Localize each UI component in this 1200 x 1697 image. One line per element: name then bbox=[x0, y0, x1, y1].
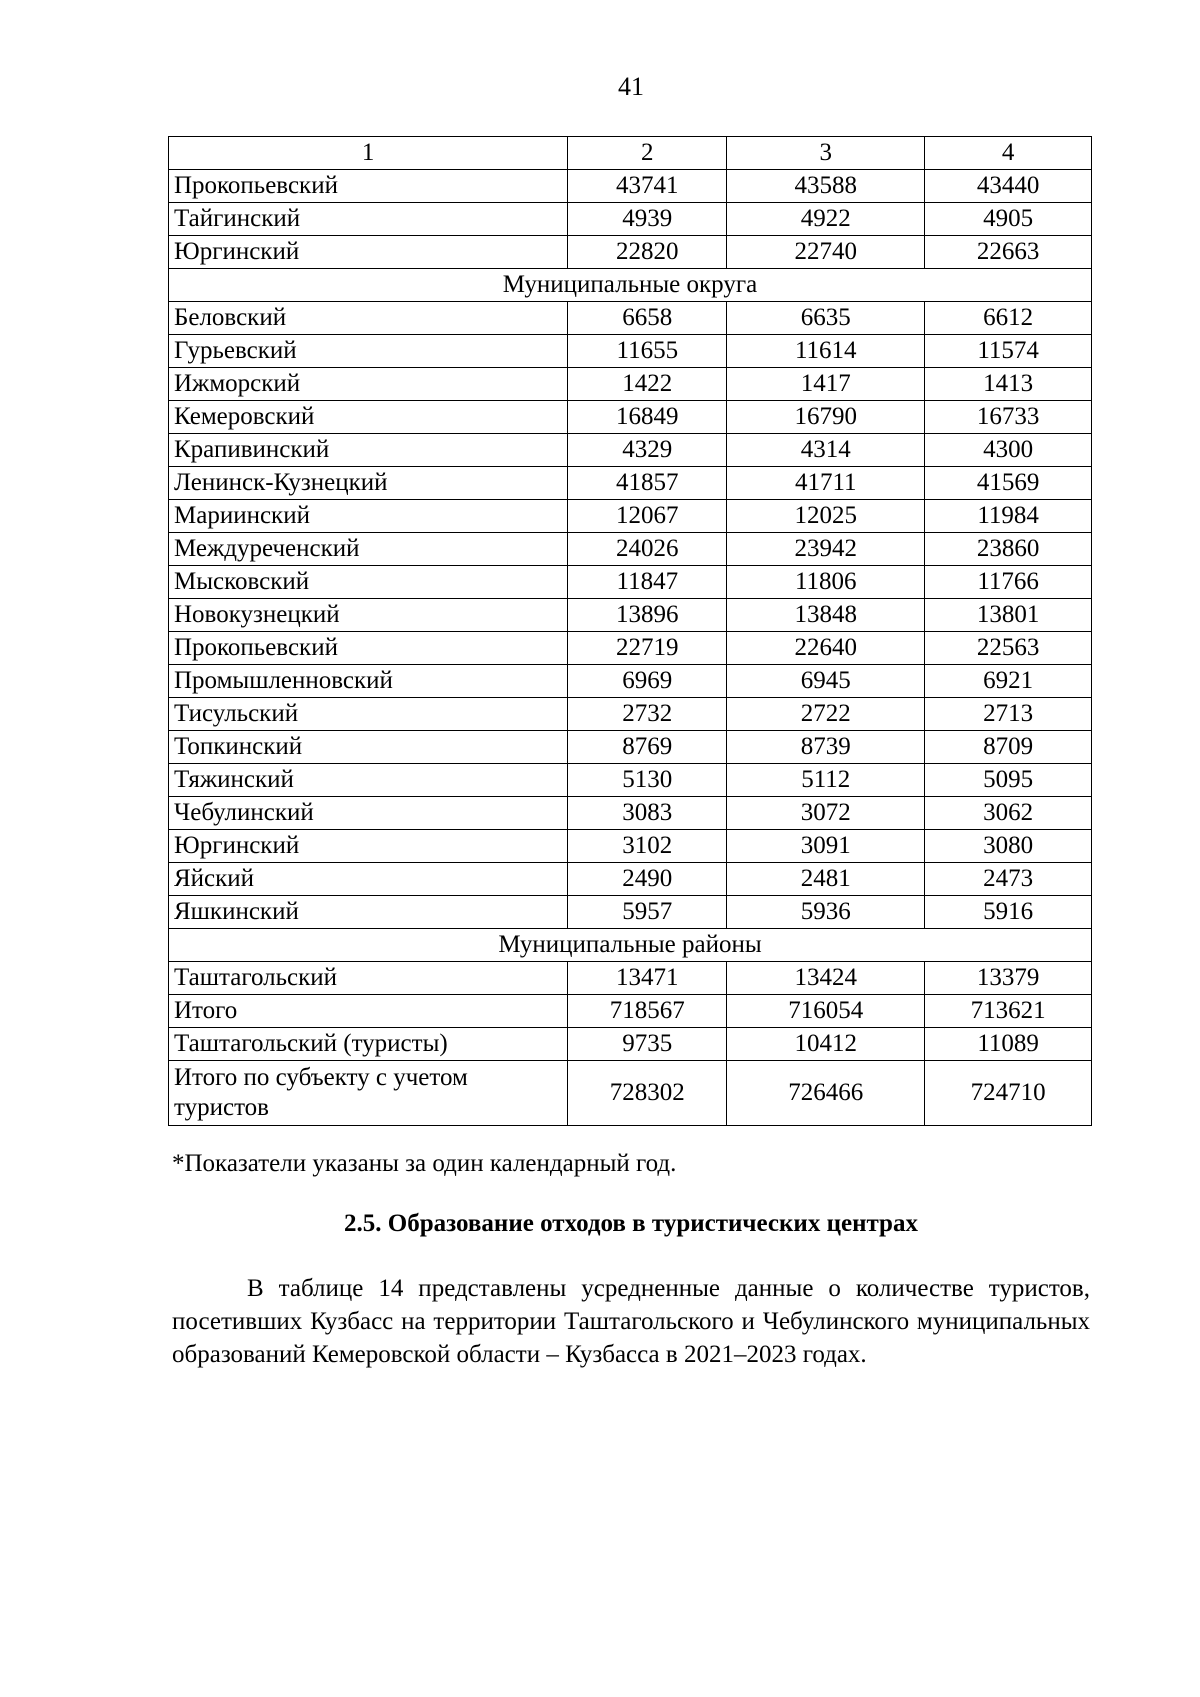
value-cell: 4329 bbox=[568, 434, 727, 467]
value-cell: 2722 bbox=[727, 698, 925, 731]
value-cell: 11089 bbox=[925, 1028, 1092, 1061]
value-cell: 12025 bbox=[727, 500, 925, 533]
value-cell: 724710 bbox=[925, 1061, 1092, 1126]
value-cell: 16849 bbox=[568, 401, 727, 434]
row-name-cell: Кемеровский bbox=[169, 401, 568, 434]
row-name-cell: Новокузнецкий bbox=[169, 599, 568, 632]
row-name-cell: Ижморский bbox=[169, 368, 568, 401]
table-row bbox=[169, 434, 1092, 467]
value-cell: 13379 bbox=[925, 962, 1092, 995]
value-cell: 10412 bbox=[727, 1028, 925, 1061]
value-cell: 11847 bbox=[568, 566, 727, 599]
section-title-cell: Муниципальные районы bbox=[169, 929, 1092, 962]
row-name-cell: Крапивинский bbox=[169, 434, 568, 467]
value-cell: 6945 bbox=[727, 665, 925, 698]
value-cell: 23942 bbox=[727, 533, 925, 566]
value-cell: 726466 bbox=[727, 1061, 925, 1126]
table-row bbox=[169, 203, 1092, 236]
value-cell: 13848 bbox=[727, 599, 925, 632]
row-name-cell: Таштагольский (туристы) bbox=[169, 1028, 568, 1061]
section-row bbox=[169, 269, 1092, 302]
value-cell: 16733 bbox=[925, 401, 1092, 434]
row-name-cell: Мысковский bbox=[169, 566, 568, 599]
value-cell: 728302 bbox=[568, 1061, 727, 1126]
table-row bbox=[169, 896, 1092, 929]
table-row bbox=[169, 665, 1092, 698]
column-header: 1 bbox=[169, 137, 568, 170]
value-cell: 5916 bbox=[925, 896, 1092, 929]
row-name-cell: Промышленновский bbox=[169, 665, 568, 698]
table-row bbox=[169, 599, 1092, 632]
value-cell: 3072 bbox=[727, 797, 925, 830]
value-cell: 2490 bbox=[568, 863, 727, 896]
value-cell: 11806 bbox=[727, 566, 925, 599]
value-cell: 4939 bbox=[568, 203, 727, 236]
value-cell: 22640 bbox=[727, 632, 925, 665]
value-cell: 4300 bbox=[925, 434, 1092, 467]
table-row bbox=[169, 401, 1092, 434]
table-row bbox=[169, 797, 1092, 830]
column-header: 2 bbox=[568, 137, 727, 170]
value-cell: 716054 bbox=[727, 995, 925, 1028]
row-name-cell: Яшкинский bbox=[169, 896, 568, 929]
value-cell: 13471 bbox=[568, 962, 727, 995]
value-cell: 2732 bbox=[568, 698, 727, 731]
value-cell: 4922 bbox=[727, 203, 925, 236]
value-cell: 43588 bbox=[727, 170, 925, 203]
value-cell: 5095 bbox=[925, 764, 1092, 797]
table-row bbox=[169, 500, 1092, 533]
row-name-cell: Гурьевский bbox=[169, 335, 568, 368]
value-cell: 41711 bbox=[727, 467, 925, 500]
value-cell: 2481 bbox=[727, 863, 925, 896]
value-cell: 5112 bbox=[727, 764, 925, 797]
row-name-cell: Междуреченский bbox=[169, 533, 568, 566]
table-row bbox=[169, 995, 1092, 1028]
table-footnote: *Показатели указаны за один календарный год. bbox=[172, 1150, 677, 1177]
row-name-cell: Чебулинский bbox=[169, 797, 568, 830]
value-cell: 5957 bbox=[568, 896, 727, 929]
row-name-cell: Прокопьевский bbox=[169, 170, 568, 203]
value-cell: 16790 bbox=[727, 401, 925, 434]
data-table bbox=[168, 136, 1092, 1126]
value-cell: 1413 bbox=[925, 368, 1092, 401]
value-cell: 6612 bbox=[925, 302, 1092, 335]
table-row bbox=[169, 368, 1092, 401]
value-cell: 9735 bbox=[568, 1028, 727, 1061]
table-row bbox=[169, 170, 1092, 203]
value-cell: 1422 bbox=[568, 368, 727, 401]
value-cell: 22563 bbox=[925, 632, 1092, 665]
value-cell: 22719 bbox=[568, 632, 727, 665]
value-cell: 11655 bbox=[568, 335, 727, 368]
body-paragraph: В таблице 14 представлены усредненные данные о количестве туристов, посетивших Кузбасс на территории Таштагольского и Чебулинского муниципальных образований Кемеровской области – Кузбасса в 2021–2023 годах. bbox=[172, 1275, 1090, 1368]
value-cell: 6635 bbox=[727, 302, 925, 335]
row-name-cell: Юргинский bbox=[169, 236, 568, 269]
table-row bbox=[169, 335, 1092, 368]
value-cell: 3080 bbox=[925, 830, 1092, 863]
value-cell: 23860 bbox=[925, 533, 1092, 566]
section-title-cell: Муниципальные округа bbox=[169, 269, 1092, 302]
row-name-cell: Тисульский bbox=[169, 698, 568, 731]
value-cell: 8739 bbox=[727, 731, 925, 764]
table-row bbox=[169, 1061, 1092, 1126]
value-cell: 11614 bbox=[727, 335, 925, 368]
table-row bbox=[169, 566, 1092, 599]
value-cell: 41857 bbox=[568, 467, 727, 500]
value-cell: 43741 bbox=[568, 170, 727, 203]
row-name-cell: Тяжинский bbox=[169, 764, 568, 797]
value-cell: 6921 bbox=[925, 665, 1092, 698]
value-cell: 3083 bbox=[568, 797, 727, 830]
page-number: 41 bbox=[618, 72, 644, 101]
value-cell: 1417 bbox=[727, 368, 925, 401]
column-header: 3 bbox=[727, 137, 925, 170]
value-cell: 3102 bbox=[568, 830, 727, 863]
value-cell: 3062 bbox=[925, 797, 1092, 830]
value-cell: 5130 bbox=[568, 764, 727, 797]
value-cell: 2713 bbox=[925, 698, 1092, 731]
value-cell: 22820 bbox=[568, 236, 727, 269]
section-row bbox=[169, 929, 1092, 962]
row-name-cell: Юргинский bbox=[169, 830, 568, 863]
value-cell: 4905 bbox=[925, 203, 1092, 236]
row-name-cell: Яйский bbox=[169, 863, 568, 896]
value-cell: 13896 bbox=[568, 599, 727, 632]
value-cell: 22663 bbox=[925, 236, 1092, 269]
value-cell: 2473 bbox=[925, 863, 1092, 896]
table-row bbox=[169, 1028, 1092, 1061]
value-cell: 11984 bbox=[925, 500, 1092, 533]
value-cell: 22740 bbox=[727, 236, 925, 269]
column-header: 4 bbox=[925, 137, 1092, 170]
row-name-cell: Итого по субъекту с учетом туристов bbox=[169, 1061, 568, 1126]
value-cell: 13424 bbox=[727, 962, 925, 995]
value-cell: 24026 bbox=[568, 533, 727, 566]
table-row bbox=[169, 533, 1092, 566]
row-name-cell: Топкинский bbox=[169, 731, 568, 764]
row-name-cell: Мариинский bbox=[169, 500, 568, 533]
table-row bbox=[169, 863, 1092, 896]
table-row bbox=[169, 632, 1092, 665]
table-row bbox=[169, 731, 1092, 764]
row-name-cell: Таштагольский bbox=[169, 962, 568, 995]
table-row bbox=[169, 764, 1092, 797]
value-cell: 8709 bbox=[925, 731, 1092, 764]
row-name-cell: Прокопьевский bbox=[169, 632, 568, 665]
row-name-cell: Ленинск-Кузнецкий bbox=[169, 467, 568, 500]
value-cell: 41569 bbox=[925, 467, 1092, 500]
row-name-cell: Беловский bbox=[169, 302, 568, 335]
table-row bbox=[169, 467, 1092, 500]
table-row bbox=[169, 698, 1092, 731]
table-header-row bbox=[169, 137, 1092, 170]
value-cell: 4314 bbox=[727, 434, 925, 467]
table-row bbox=[169, 236, 1092, 269]
value-cell: 6969 bbox=[568, 665, 727, 698]
value-cell: 11766 bbox=[925, 566, 1092, 599]
value-cell: 5936 bbox=[727, 896, 925, 929]
table-row bbox=[169, 962, 1092, 995]
row-name-cell: Итого bbox=[169, 995, 568, 1028]
value-cell: 11574 bbox=[925, 335, 1092, 368]
value-cell: 12067 bbox=[568, 500, 727, 533]
value-cell: 3091 bbox=[727, 830, 925, 863]
table-row bbox=[169, 830, 1092, 863]
row-name-cell: Тайгинский bbox=[169, 203, 568, 236]
section-heading: 2.5. Образование отходов в туристических центрах bbox=[344, 1210, 918, 1237]
value-cell: 718567 bbox=[568, 995, 727, 1028]
table-row bbox=[169, 302, 1092, 335]
value-cell: 8769 bbox=[568, 731, 727, 764]
value-cell: 43440 bbox=[925, 170, 1092, 203]
value-cell: 13801 bbox=[925, 599, 1092, 632]
value-cell: 713621 bbox=[925, 995, 1092, 1028]
value-cell: 6658 bbox=[568, 302, 727, 335]
